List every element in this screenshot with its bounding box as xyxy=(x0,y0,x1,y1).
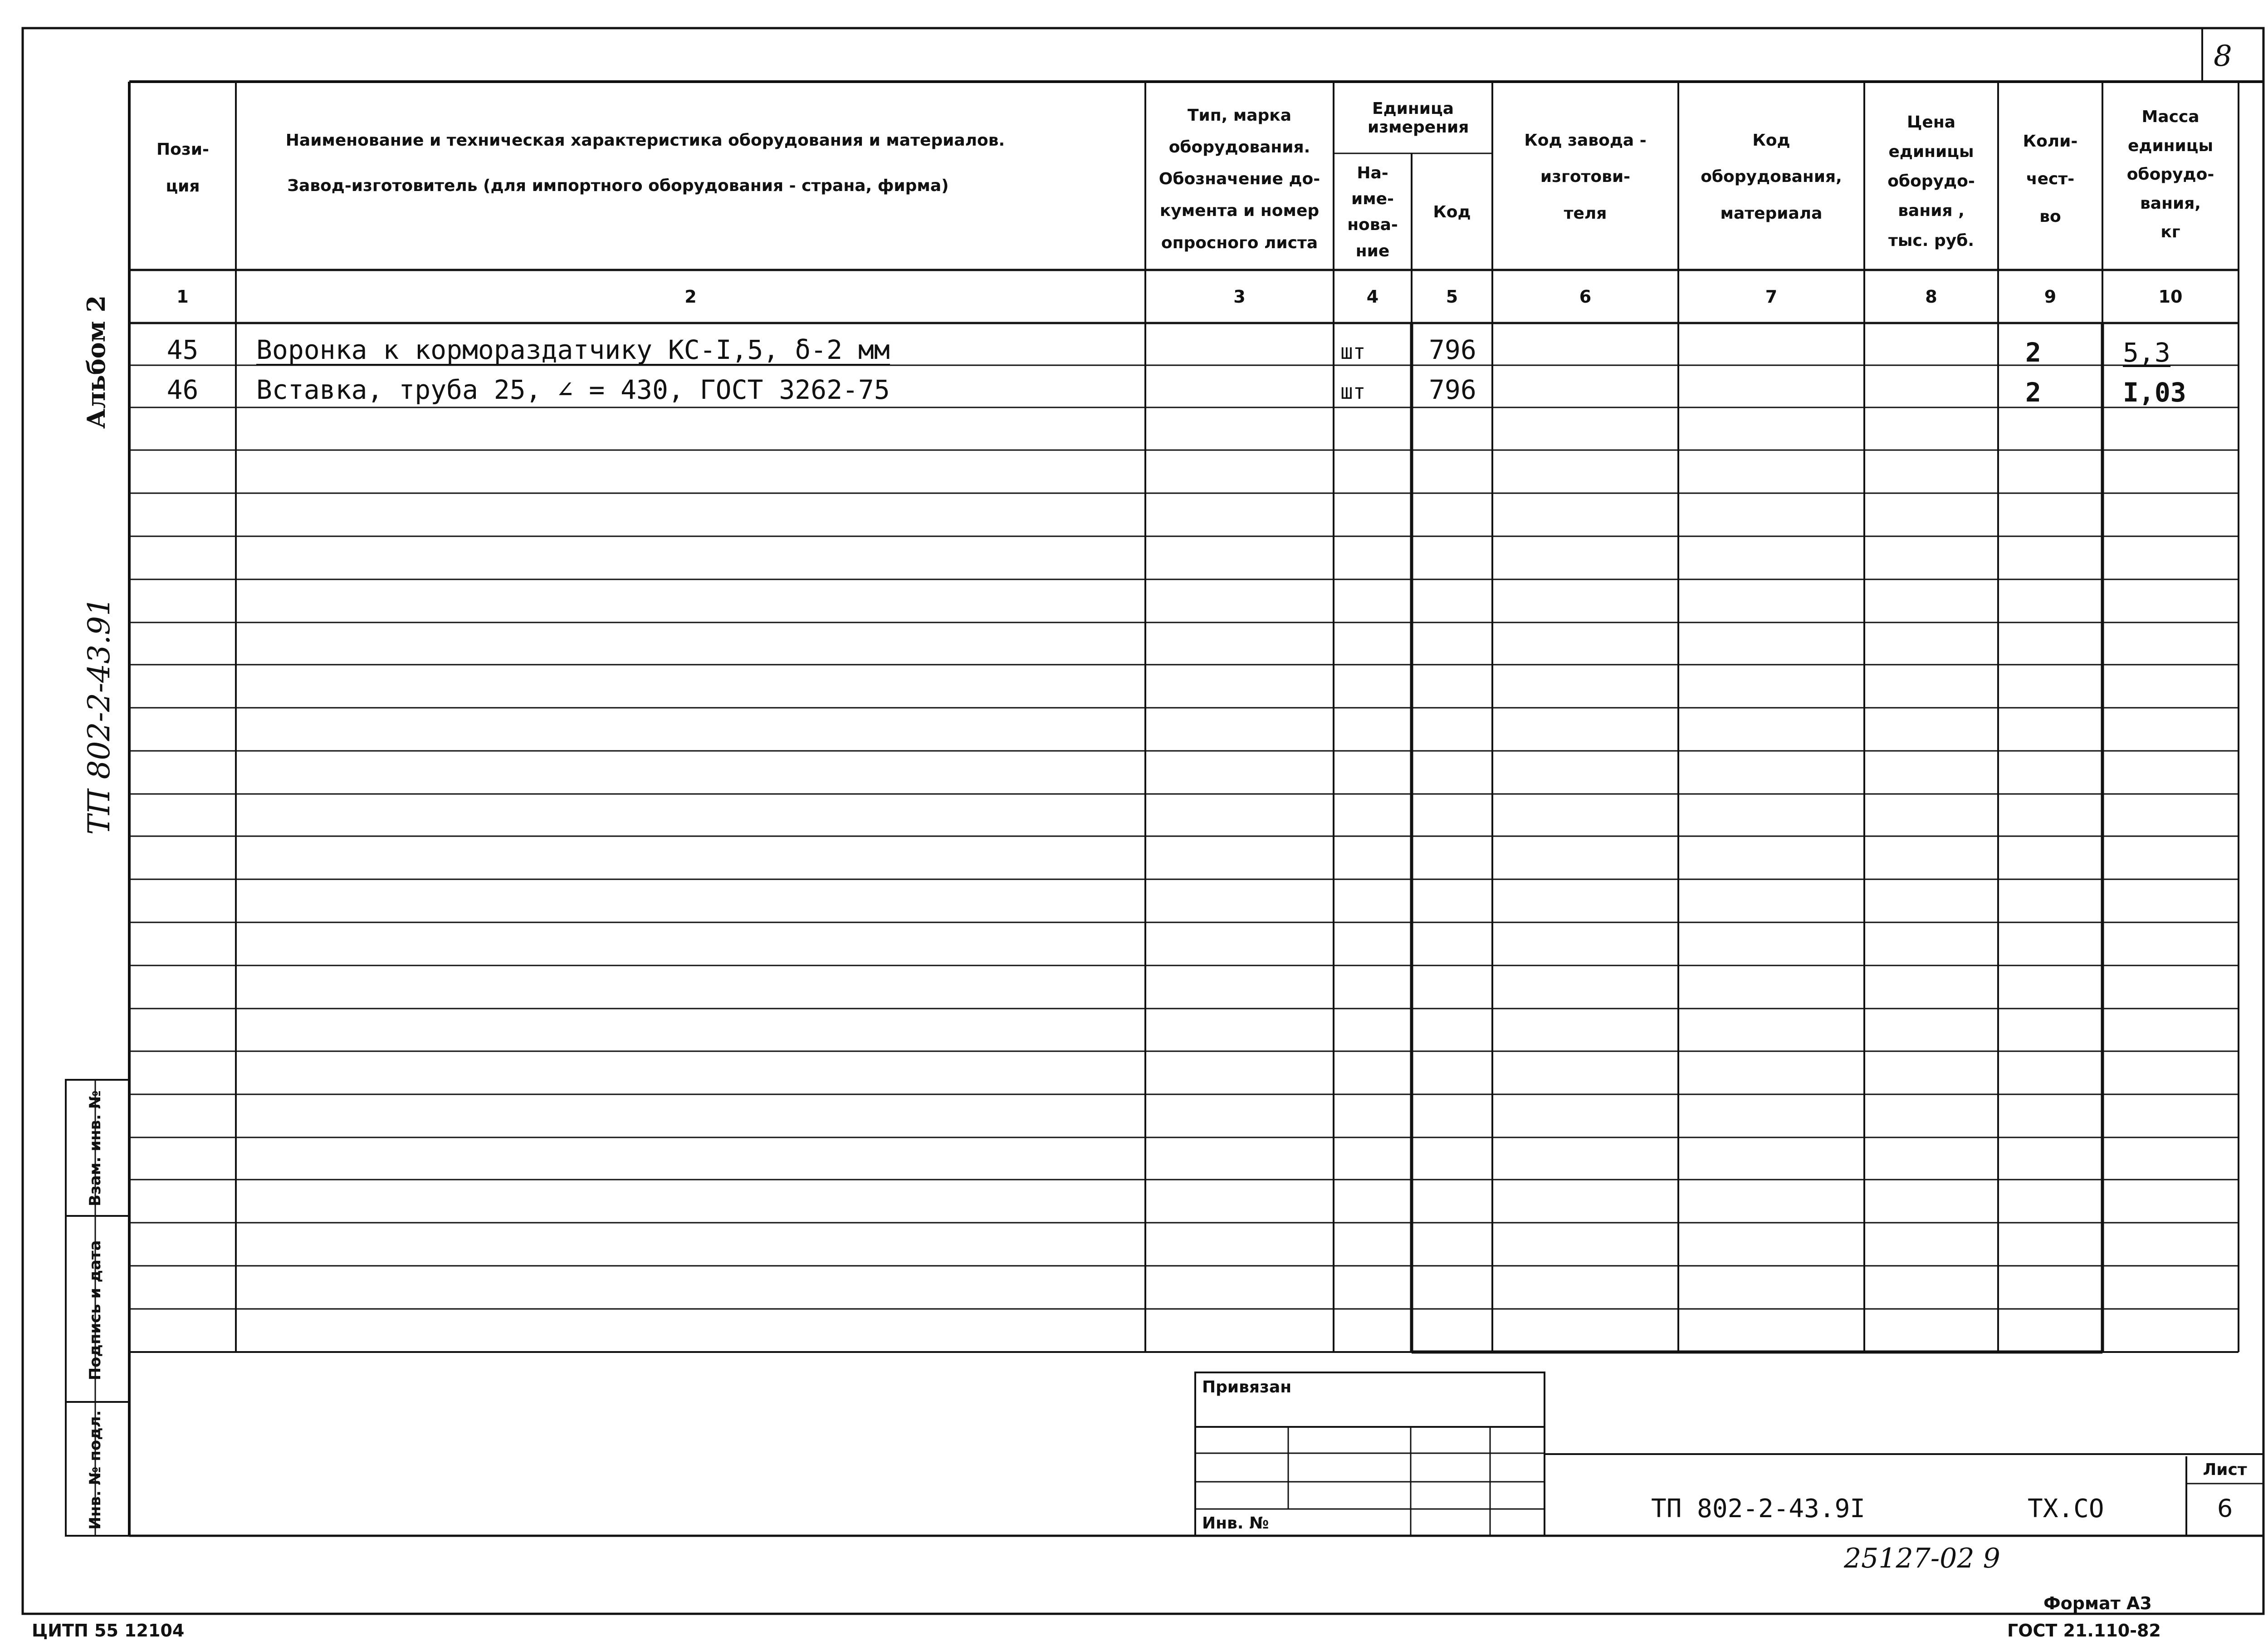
column-number-7: 7 xyxy=(1765,287,1778,307)
row-unit: шт xyxy=(1340,379,1366,404)
gost-label: ГОСТ 21.110-82 xyxy=(2007,1621,2161,1641)
column-number-2: 2 xyxy=(684,287,697,307)
row-name: Вставка, труба 25, ∠ = 430, ГОСТ 3262-75 xyxy=(256,374,890,405)
column-number-3: 3 xyxy=(1233,287,1246,307)
header-unit: Единица измерения xyxy=(1368,99,1469,137)
project-code-vertical: ТП 802-2-43.91 xyxy=(82,597,117,835)
column-number-8: 8 xyxy=(1925,287,1937,307)
row-code: 796 xyxy=(1429,334,1476,365)
row-mass: 5,3 xyxy=(2123,337,2170,368)
stamp-vzam: Взам. инв. № xyxy=(86,1090,104,1206)
sheet-top-number: 8 xyxy=(2214,39,2232,73)
row-quantity: 2 xyxy=(2025,377,2041,408)
header-col2: Наименование и техническая характеристика оборудования и материалов. Завод-изготовитель (для импортного оборудования - страна, фирма) xyxy=(285,131,1005,196)
publisher-label: ЦИТП 55 12104 xyxy=(32,1621,185,1641)
row-code: 796 xyxy=(1429,374,1476,405)
column-number-1: 1 xyxy=(176,287,189,307)
header-col1: Пози- ция xyxy=(156,140,209,196)
header-col10: Масса единицы оборудо- вания, кг xyxy=(2126,108,2214,242)
row-position: 45 xyxy=(166,334,199,365)
row-unit: шт xyxy=(1340,339,1366,364)
format-label: Формат А3 xyxy=(2043,1593,2152,1613)
header-col3: Тип, марка оборудования. Обозначение до- кумента и номер опросного листа xyxy=(1158,106,1320,252)
document-code: ТП 802-2-43.9I xyxy=(1651,1494,1866,1524)
sheet-label: Лист xyxy=(2203,1460,2247,1479)
header-col6: Код завода - изготови- теля xyxy=(1524,131,1647,223)
inv-no-label: Инв. № xyxy=(1202,1514,1269,1533)
row-name: Воронка к кормораздатчику КС-I,5, δ-2 мм xyxy=(256,334,890,365)
stamp-podpis: Подпись и дата xyxy=(86,1240,104,1381)
header-col4: На- име- нова- ние xyxy=(1347,163,1398,260)
header-col7: Код оборудования, материала xyxy=(1701,131,1842,223)
album-label: Альбом 2 xyxy=(82,295,111,429)
document-mark: ТХ.СО xyxy=(2028,1494,2104,1524)
sheet-number: 6 xyxy=(2217,1494,2233,1523)
column-number-9: 9 xyxy=(2044,287,2057,307)
header-col5: Код xyxy=(1433,202,1471,221)
handwritten-note: 25127-02 9 xyxy=(1844,1543,2000,1574)
column-number-6: 6 xyxy=(1579,287,1592,307)
privyazan-label: Привязан xyxy=(1202,1378,1292,1396)
row-quantity: 2 xyxy=(2025,337,2041,368)
column-number-5: 5 xyxy=(1446,287,1458,307)
column-number-4: 4 xyxy=(1366,287,1379,307)
column-number-10: 10 xyxy=(2158,287,2183,307)
row-mass: I,03 xyxy=(2123,377,2186,408)
header-col9: Коли- чест- во xyxy=(2023,132,2078,226)
header-col8: Цена единицы оборудо- вания , тыс. руб. xyxy=(1887,113,1975,250)
row-position: 46 xyxy=(166,374,199,405)
stamp-inv-podl: Инв. № подл. xyxy=(86,1410,104,1530)
